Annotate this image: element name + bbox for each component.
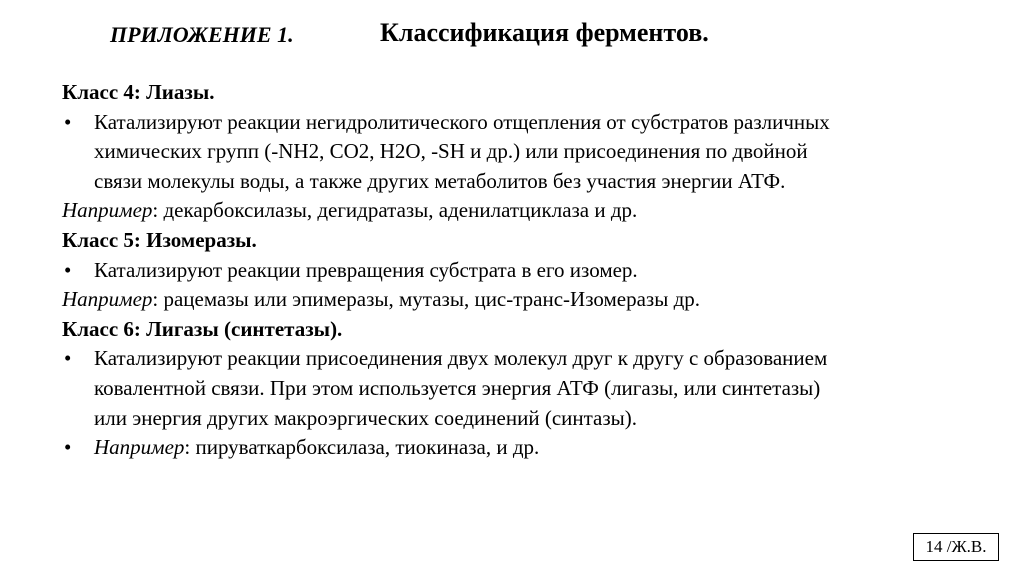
slide-content [62, 78, 1002, 463]
page-number-box: 14 /Ж.В. [913, 533, 999, 561]
bullet-icon [64, 256, 71, 286]
example-text: : рацемазы или эпимеразы, мутазы, цис-транс-Изомеразы др. [152, 287, 701, 312]
class-4-description [62, 108, 1002, 197]
description-line: или энергия других макроэргических соединений (синтазы). [94, 405, 638, 430]
description-line: химических групп (-NH2, CO2, H2O, -SH и др.) или присоединения по двойной [94, 139, 808, 164]
appendix-label: ПРИЛОЖЕНИЕ 1. [110, 22, 294, 47]
slide-header [0, 14, 1024, 54]
class-4-heading: Класс 4: Лиазы. [62, 80, 215, 104]
bullet-icon [64, 344, 71, 374]
bullet-icon [64, 108, 71, 138]
description-line: Катализируют реакции присоединения двух молекул друг к другу с образованием [94, 346, 828, 371]
class-6-description [62, 344, 1002, 433]
description-line: ковалентной связи. При этом используется энергия АТФ (лигазы, или синтетазы) [94, 375, 821, 400]
class-4-example [62, 196, 1002, 226]
description-line: Катализируют реакции превращения субстрата в его изомер. [94, 257, 638, 282]
example-text: : декарбоксилазы, дегидратазы, аденилатциклаза и др. [152, 198, 638, 223]
class-5-heading: Класс 5: Изомеразы. [62, 227, 257, 252]
example-lead: Например [94, 435, 185, 460]
description-line: связи молекулы воды, а также других метаболитов без участия энергии АТФ. [94, 168, 786, 193]
example-lead: Например [62, 287, 153, 312]
page-title: Классификация ферментов. [380, 18, 709, 47]
example-text: : пируваткарбоксилаза, тиокиназа, и др. [184, 435, 540, 460]
bullet-icon [64, 433, 71, 463]
example-lead: Например [62, 198, 153, 223]
class-6-heading: Класс 6: Лигазы (синтетазы). [62, 316, 343, 341]
class-5-example [62, 285, 1002, 315]
description-line: Катализируют реакции негидролитического отщепления от субстратов различных [94, 109, 830, 134]
class-6-example [62, 433, 1002, 463]
class-5-description [62, 256, 1002, 286]
